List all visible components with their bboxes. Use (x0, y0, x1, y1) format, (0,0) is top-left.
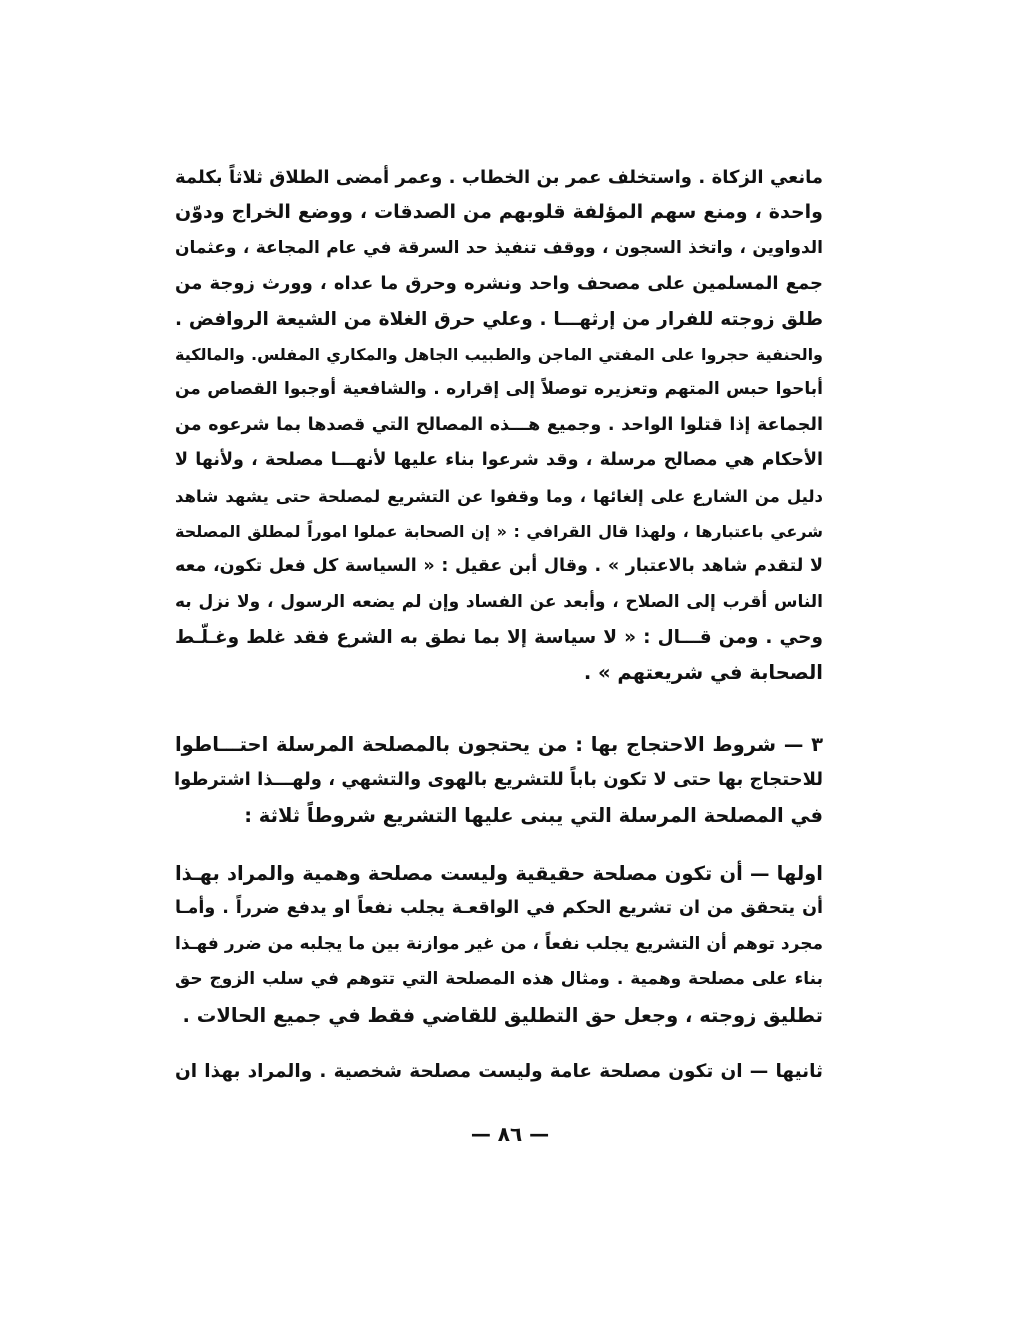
text-line: ٣ — شروط الاحتجاج بها : من يحتجون بالمصلحة المرسلة احتـــاطوا (175, 733, 823, 756)
text-line: اولها — أن تكون مصلحة حقيقية وليست مصلحة وهمية والمراد بهـذا (175, 862, 823, 885)
text-line: الأحكام هي مصالح مرسلة ، وقد شرعوا بناء عليها لأنهـــا مصلحة ، ولأنها لا (175, 450, 823, 471)
paragraph-companions-examples (175, 160, 823, 691)
text-line: لا لتقدم شاهد بالاعتبار » . وقال أبن عقيل : « السياسة كل فعل تكون، معه (175, 556, 823, 577)
text-line: الدواوين ، واتخذ السجون ، ووقف تنفيذ حد السرقة في عام المجاعة ، وعثمان (175, 237, 823, 258)
text-line: طلق زوجته للفرار من إرثهـــا . وعلي حرق الغلاة من الشيعة الروافض . (175, 308, 823, 330)
text-line: للاحتجاج بها حتى لا تكون باباً للتشريع بالهوى والتشهي ، ولهـــذا اشترطوا (174, 769, 823, 791)
paragraph-first-condition (175, 856, 823, 1033)
text-line: أباحوا حبس المتهم وتعزيره توصلاً إلى إقراره . والشافعية أوجبوا القصاص من (175, 379, 823, 400)
text-line: تطليق زوجته ، وجعل حق التطليق للقاضي فقط في جميع الحالات . (182, 1003, 823, 1027)
text-line: بناء على مصلحة وهمية . ومثال هذه المصلحة التي تتوهم في سلب الزوج حق (175, 969, 823, 990)
text-line: والحنفية حجروا على المفتي الماجن والطبيب الجاهل والمكاري المفلس. والمالكية (175, 344, 823, 364)
text-line: الجماعة إذا قتلوا الواحد . وجميع هـــذه المصالح التي قصدها بما شرعوه من (175, 414, 823, 435)
text-line: دليل من الشارع على إلغائها ، وما وقفوا عن التشريع لمصلحة حتى يشهد شاهد (175, 486, 823, 506)
page-number: — ٨٦ — (470, 1122, 550, 1146)
paragraph-second-condition (175, 1054, 823, 1089)
text-line: الناس أقرب إلى الصلاح ، وأبعد عن الفساد وإن لم يضعه الرسول ، ولا نزل به (175, 591, 823, 612)
text-line: مانعي الزكاة . واستخلف عمر بن الخطاب . وعمر أمضى الطلاق ثلاثاً بكلمة (175, 167, 823, 188)
text-line: واحدة ، ومنع سهم المؤلفة قلوبهم من الصدقات ، ووضع الخراج ودوّن (175, 201, 823, 224)
paragraph-conditions-intro (175, 727, 823, 833)
text-line: وحي . ومن قـــال : « لا سياسة إلا بما نطق به الشرع فقد غلط وغـلّـط (175, 627, 823, 649)
text-line: جمع المسلمين على مصحف واحد ونشره وحرق ما عداه ، وورث زوجة من (175, 273, 823, 295)
text-line: في المصلحة المرسلة التي يبنى عليها التشريع شروطاً ثلاثة : (244, 803, 823, 827)
text-line: الصحابة في شريعتهم » . (583, 661, 823, 685)
text-line: شرعي باعتبارها ، ولهذا قال القرافي : « إن الصحابة عملوا اموراً لمطلق المصلحة (175, 521, 823, 541)
text-line: ثانيها — ان تكون مصلحة عامة وليست مصلحة شخصية . والمراد بهذا ان (175, 1061, 823, 1082)
text-line: مجرد توهم أن التشريع يجلب نفعاً ، من غير موازنة بين ما يجلبه من ضرر فهـذا (175, 933, 823, 954)
text-line: أن يتحقق من ان تشريع الحكم في الواقعـة يجلب نفعاً او يدفع ضرراً . وأمـا (175, 898, 823, 919)
